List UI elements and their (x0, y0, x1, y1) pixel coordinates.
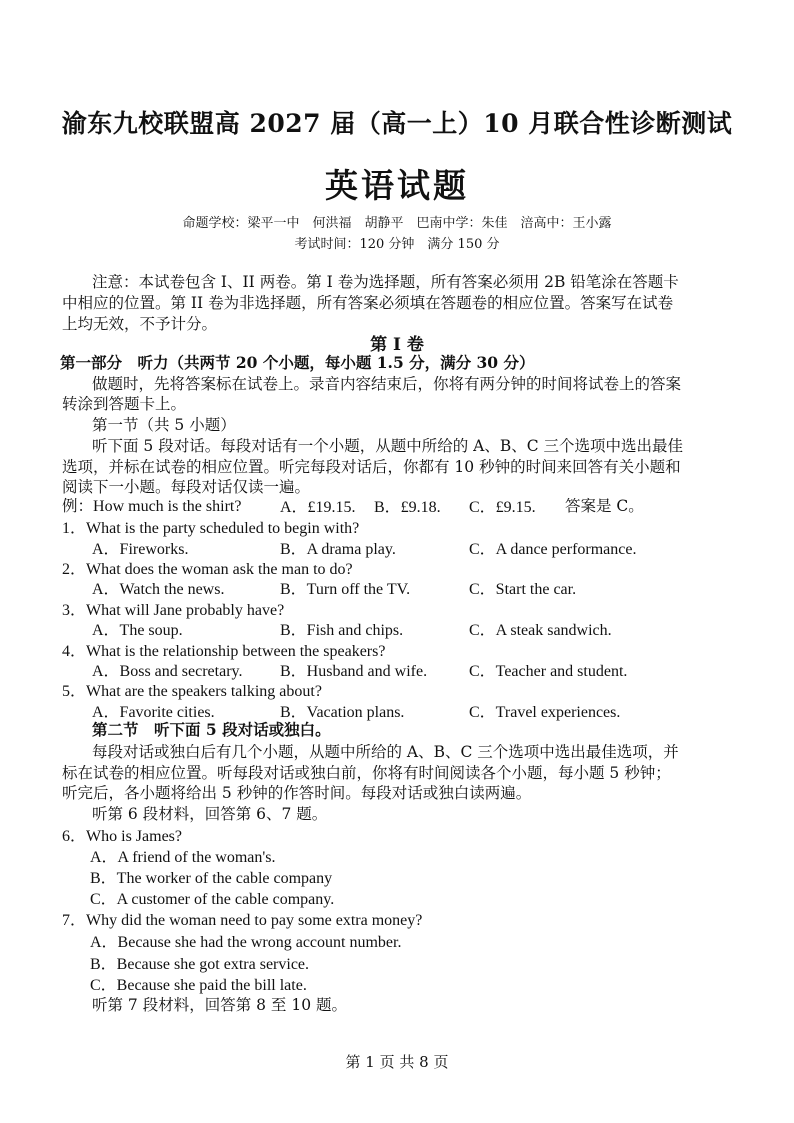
question-6 (62, 823, 182, 846)
question-1-option-c: C．A dance performance. (469, 541, 637, 558)
question-4-option-a: A．Boss and secretary. (92, 663, 243, 680)
question-6-option-a: A．A friend of the woman's. (90, 849, 276, 866)
section1-instruction-1: 听下面 5 段对话。每段对话有一个小题，从题中所给的 A、B、C 三个选项中选出最佳 (92, 437, 684, 455)
question-text: What is the relationship between the speakers? (86, 643, 386, 660)
question-1-option-b: B．A drama play. (280, 541, 396, 558)
section1-instruction-3: 阅读下一小题。每段对话仅读一遍。 (62, 478, 311, 496)
exam-subject-title: 英语试题 (325, 166, 469, 205)
question-5 (62, 678, 322, 701)
question-3-option-a: A．The soup. (92, 622, 183, 639)
question-2-option-c: C．Start the car. (469, 581, 577, 598)
question-7-option-b: B．Because she got extra service. (90, 956, 310, 973)
question-number: 1． (62, 520, 87, 537)
question-number: 6． (62, 828, 87, 845)
example-option-b: B．£9.18. (374, 499, 441, 516)
material-6-instruction: 听第 6 段材料，回答第 6、7 题。 (92, 805, 328, 823)
section2-instruction-3: 听完后，各小题将给出 5 秒钟的作答时间。每段对话或独白读两遍。 (62, 784, 532, 802)
question-1 (62, 515, 359, 538)
question-text: What will Jane probably have? (86, 602, 285, 619)
question-text: Who is James? (86, 828, 182, 845)
question-text: Why did the woman need to pay some extra money? (86, 912, 423, 929)
question-text: What does the woman ask the man to do? (86, 561, 353, 578)
question-7 (62, 907, 422, 930)
exam-title: 渝东九校联盟高 2027 届（高一上）10 月联合性诊断测试 (61, 109, 733, 138)
question-4-option-b: B．Husband and wife. (280, 663, 428, 680)
question-2-option-a: A．Watch the news. (92, 581, 225, 598)
question-number: 3． (62, 602, 87, 619)
volume-title: 第 I 卷 (370, 335, 424, 355)
part1-instruction-1: 做题时，先将答案标在试卷上。录音内容结束后，你将有两分钟的时间将试卷上的答案 (92, 375, 682, 393)
question-number: 5． (62, 683, 87, 700)
question-7-option-a: A．Because she had the wrong account number. (90, 934, 402, 951)
question-3-option-b: B．Fish and chips. (280, 622, 404, 639)
question-3-option-c: C．A steak sandwich. (469, 622, 612, 639)
section2-instruction-2: 标在试卷的相应位置。听每段对话或独白前，你将有时间阅读各个小题，每小题 5 秒钟； (62, 764, 671, 782)
example-answer: 答案是 C。 (565, 497, 644, 515)
question-2-option-b: B．Turn off the TV. (280, 581, 411, 598)
exam-time-info: 考试时间：120 分钟 满分 150 分 (294, 237, 500, 252)
section2-instruction-1: 每段对话或独白后有几个小题，从题中所给的 A、B、C 三个选项中选出最佳选项，并 (92, 743, 679, 761)
notice-line-1: 注意：本试卷包含 I、II 两卷。第 I 卷为选择题，所有答案必须用 2B 铅笔涂在答题卡 (92, 273, 679, 291)
section2-heading: 第二节 听下面 5 段对话或独白。 (92, 720, 331, 739)
material-7-instruction: 听第 7 段材料，回答第 8 至 10 题。 (92, 996, 348, 1014)
section1-heading: 第一节（共 5 小题） (92, 416, 236, 434)
example-option-c: C．£9.15. (469, 499, 536, 516)
author-info: 命题学校：梁平一中 何洪福 胡静平 巴南中学：朱佳 涪高中：王小露 (182, 216, 612, 231)
part1-instruction-2: 转涂到答题卡上。 (62, 395, 187, 413)
question-6-option-c: C．A customer of the cable company. (90, 891, 335, 908)
question-5-option-c: C．Travel experiences. (469, 704, 621, 721)
page-footer: 第 1 页 共 8 页 (345, 1053, 449, 1071)
question-1-option-a: A．Fireworks. (92, 541, 189, 558)
question-5-option-a: A．Favorite cities. (92, 704, 215, 721)
example-option-a: A．£19.15. (280, 499, 356, 516)
question-4-option-c: C．Teacher and student. (469, 663, 628, 680)
part1-heading: 第一部分 听力（共两节 20 个小题，每小题 1.5 分，满分 30 分） (60, 353, 535, 372)
notice-line-2: 中相应的位置。第 II 卷为非选择题，所有答案必须填在答题卷的相应位置。答案写在试卷 (62, 294, 674, 312)
question-number: 2． (62, 561, 87, 578)
question-6-option-b: B．The worker of the cable company (90, 870, 333, 887)
section1-instruction-2: 选项，并标在试卷的相应位置。听完每段对话后，你都有 10 秒钟的时间来回答有关小题和 (62, 458, 681, 476)
question-text: What are the speakers talking about? (86, 683, 322, 700)
example-question: How much is the shirt? (93, 498, 242, 515)
example-prefix: 例： (62, 497, 94, 515)
question-7-option-c: C．Because she paid the bill late. (90, 977, 307, 994)
question-number: 7． (62, 912, 87, 929)
question-5-option-b: B．Vacation plans. (280, 704, 405, 721)
example-row (62, 494, 241, 516)
notice-line-3: 上均无效，不予计分。 (62, 315, 218, 333)
question-number: 4． (62, 643, 87, 660)
question-text: What is the party scheduled to begin with? (86, 520, 360, 537)
